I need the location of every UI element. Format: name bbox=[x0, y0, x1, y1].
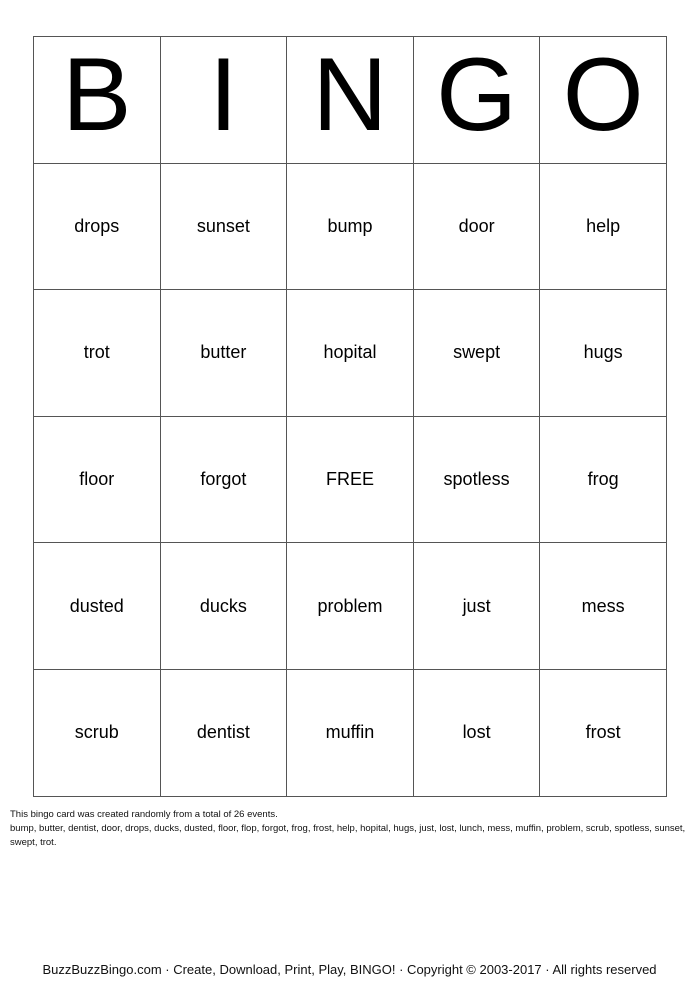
header-cell-b: B bbox=[34, 37, 161, 164]
footer-copyright: BuzzBuzzBingo.com · Create, Download, Print, Play, BINGO! · Copyright © 2003-2017 · All rights reserved bbox=[42, 962, 657, 977]
bingo-header-row bbox=[34, 37, 667, 164]
bingo-cell: scrub bbox=[34, 669, 161, 796]
bingo-card bbox=[33, 36, 667, 797]
card-info bbox=[10, 808, 695, 850]
card-info-word-list: bump, butter, dentist, door, drops, ducks, dusted, floor, flop, forgot, frog, frost, help, hopital, hugs, just, lost, lunch, mess, muffin, problem, scrub, spotless, sunset, swept, trot. bbox=[10, 823, 686, 848]
bingo-cell: drops bbox=[34, 163, 161, 290]
bingo-row bbox=[34, 416, 667, 543]
bingo-cell: bump bbox=[287, 163, 414, 290]
bingo-cell: just bbox=[413, 543, 540, 670]
header-cell-n: N bbox=[287, 37, 414, 164]
bingo-cell: sunset bbox=[160, 163, 287, 290]
bingo-cell: hopital bbox=[287, 290, 414, 417]
bingo-cell: floor bbox=[34, 416, 161, 543]
bingo-row bbox=[34, 669, 667, 796]
bingo-cell: forgot bbox=[160, 416, 287, 543]
bingo-cell: lost bbox=[413, 669, 540, 796]
bingo-cell: frog bbox=[540, 416, 667, 543]
bingo-row bbox=[34, 163, 667, 290]
bingo-cell: trot bbox=[34, 290, 161, 417]
bingo-cell: muffin bbox=[287, 669, 414, 796]
card-info-summary: This bingo card was created randomly from a total of 26 events. bbox=[10, 809, 278, 820]
free-space-cell: FREE bbox=[287, 416, 414, 543]
bingo-cell: ducks bbox=[160, 543, 287, 670]
bingo-cell: swept bbox=[413, 290, 540, 417]
bingo-cell: dentist bbox=[160, 669, 287, 796]
header-cell-i: I bbox=[160, 37, 287, 164]
header-cell-o: O bbox=[540, 37, 667, 164]
bingo-cell: help bbox=[540, 163, 667, 290]
bingo-cell: frost bbox=[540, 669, 667, 796]
bingo-row bbox=[34, 290, 667, 417]
bingo-cell: door bbox=[413, 163, 540, 290]
bingo-cell: butter bbox=[160, 290, 287, 417]
bingo-cell: hugs bbox=[540, 290, 667, 417]
bingo-cell: problem bbox=[287, 543, 414, 670]
bingo-cell: dusted bbox=[34, 543, 161, 670]
header-cell-g: G bbox=[413, 37, 540, 164]
bingo-cell: spotless bbox=[413, 416, 540, 543]
bingo-cell: mess bbox=[540, 543, 667, 670]
bingo-row bbox=[34, 543, 667, 670]
